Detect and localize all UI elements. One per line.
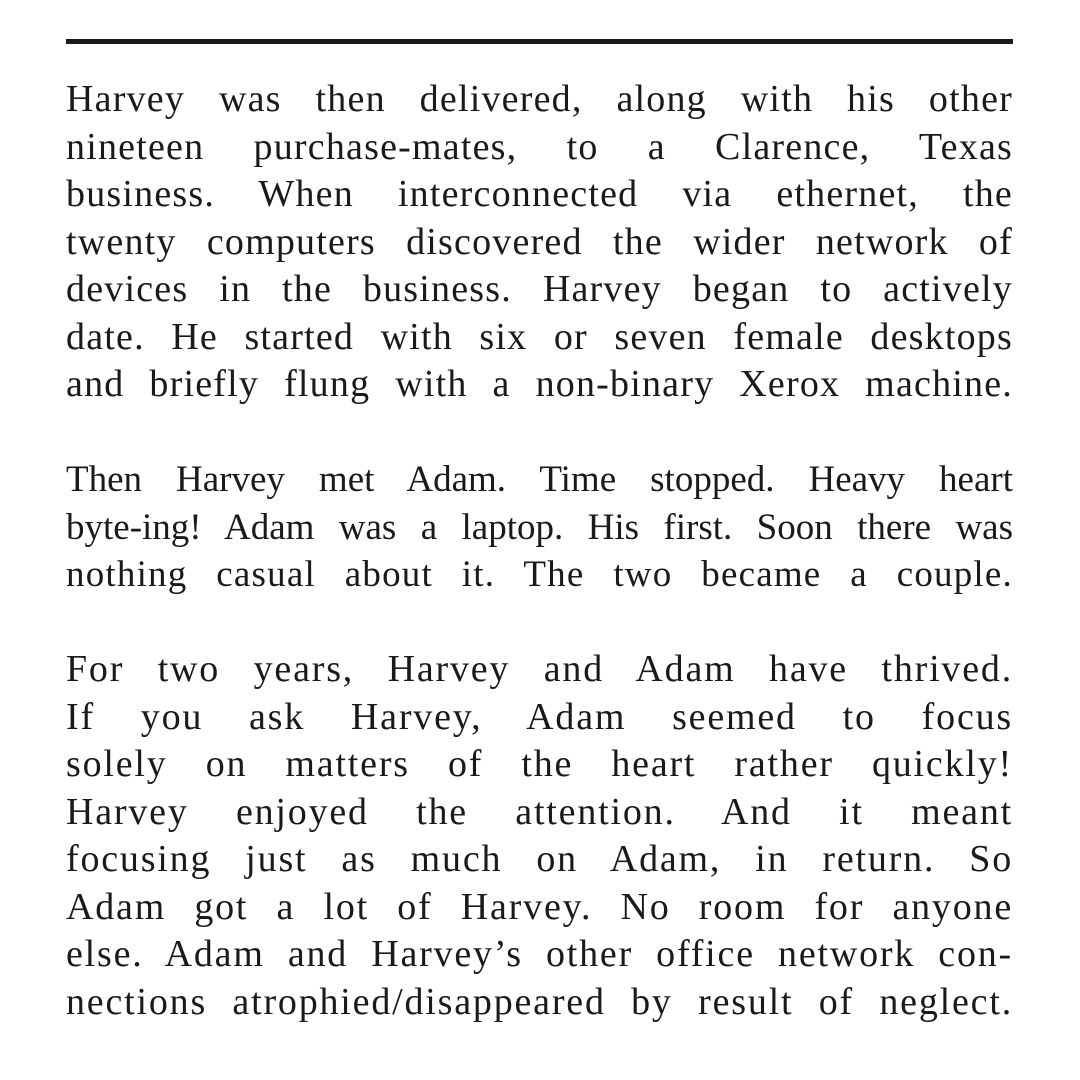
text-line: business. When interconnected via ethernet, the [66, 173, 1013, 215]
paragraph-delivery [66, 76, 1013, 409]
text-line: For two years, Harvey and Adam have thrived. [66, 648, 1013, 690]
text-line: Then Harvey met Adam. Time stopped. Heavy heart [66, 459, 1013, 500]
text-line: else. Adam and Harvey’s other office network con- [66, 933, 1013, 975]
text-line: Harvey enjoyed the attention. And it meant [66, 790, 1013, 833]
text-line: date. He started with six or seven female desktops [66, 315, 1013, 358]
text-line: nections atrophied/disappeared by result of neglect. [66, 980, 1013, 1023]
paragraph-relationship [66, 646, 1013, 1026]
text-line: nineteen purchase-mates, to a Clarence, Texas [66, 125, 1013, 168]
text-line: Harvey was then delivered, along with his other [66, 78, 1013, 120]
text-line: solely on matters of the heart rather quickly! [66, 743, 1013, 785]
text-line: nothing casual about it. The two became a couple. [66, 554, 1013, 595]
paragraph-meeting [66, 456, 1013, 599]
text-line: twenty computers discovered the wider network of [66, 220, 1013, 263]
text-line: byte-ing! Adam was a laptop. His first. Soon there was [66, 506, 1013, 548]
text-line: Adam got a lot of Harvey. No room for anyone [66, 885, 1013, 928]
text-line: devices in the business. Harvey began to actively [66, 268, 1013, 310]
text-line: and briefly flung with a non-binary Xerox machine. [66, 363, 1013, 405]
text-line: If you ask Harvey, Adam seemed to focus [66, 695, 1013, 738]
top-divider-rule [66, 39, 1013, 44]
text-line: focusing just as much on Adam, in return. So [66, 838, 1013, 880]
story-text [66, 76, 1013, 1026]
